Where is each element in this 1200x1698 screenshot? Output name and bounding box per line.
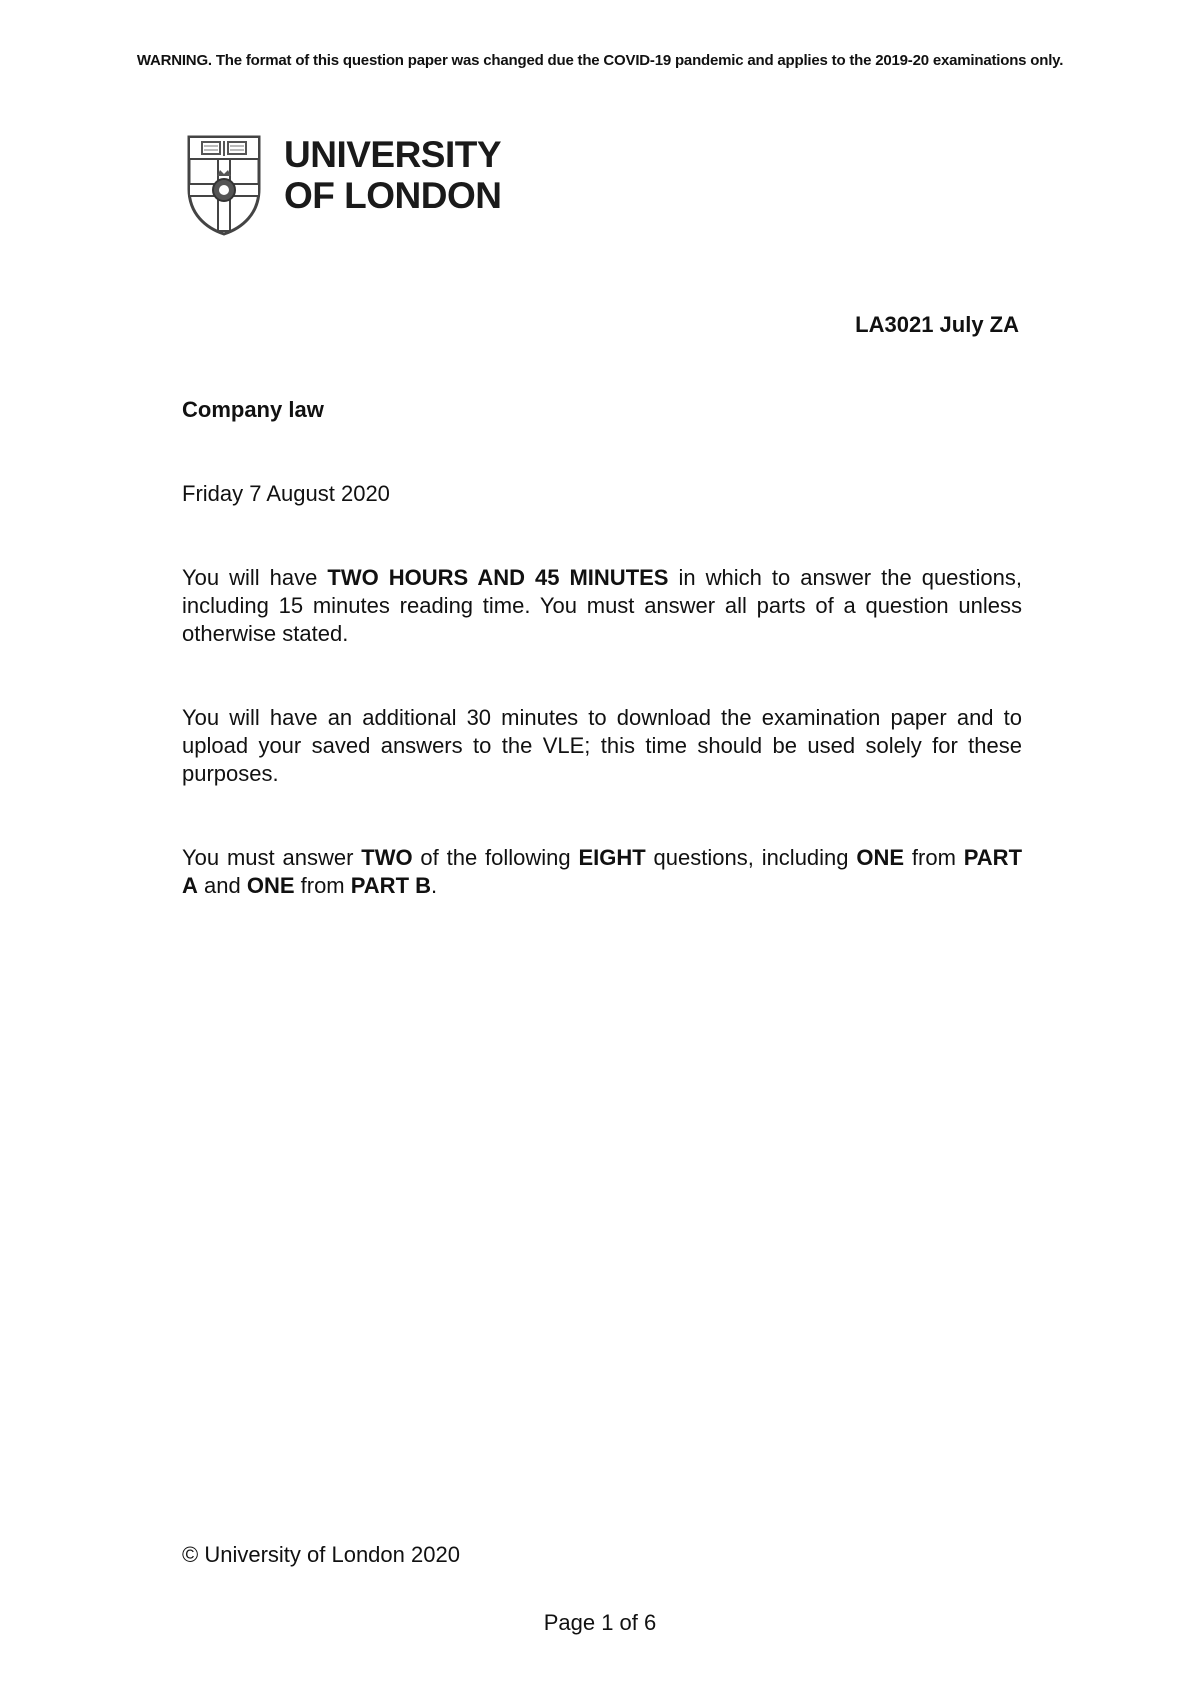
text-span: from bbox=[904, 845, 964, 870]
text-span: You must answer bbox=[182, 845, 362, 870]
text-span: from bbox=[294, 873, 351, 898]
text-span: and bbox=[197, 873, 247, 898]
bold-span: TWO bbox=[361, 845, 413, 870]
text-span: of the following bbox=[412, 845, 579, 870]
bold-span: TWO HOURS AND 45 MINUTES bbox=[327, 565, 669, 590]
bold-span: ONE bbox=[856, 845, 905, 870]
page-number: Page 1 of 6 bbox=[543, 1610, 657, 1635]
bold-span: PART A bbox=[182, 845, 1023, 898]
bold-span: ONE bbox=[246, 873, 295, 898]
duration-paragraph bbox=[182, 564, 1022, 648]
copyright-notice: © University of London 2020 bbox=[182, 1542, 460, 1567]
bold-span: PART B bbox=[350, 873, 432, 898]
text-span: in which to answer the questions, including 15 minutes reading time. You must answer all parts of a question unless otherwise stated. bbox=[182, 565, 1023, 646]
text-span: You will have bbox=[182, 565, 328, 590]
university-logo bbox=[186, 134, 501, 236]
text-span: questions, including bbox=[645, 845, 857, 870]
upload-paragraph: You will have an additional 30 minutes to download the examination paper and to upload your saved answers to the VLE; this time should be used solely for these purposes. bbox=[182, 705, 1022, 786]
covid-warning: WARNING. The format of this question paper was changed due the COVID-19 pandemic and applies to the 2019-20 examinations only. bbox=[136, 52, 1064, 69]
crest-icon bbox=[186, 134, 262, 236]
subject-title: Company law bbox=[182, 397, 324, 422]
exam-date: Friday 7 August 2020 bbox=[182, 481, 390, 506]
logo-line-2: OF LONDON bbox=[284, 175, 502, 216]
paper-code: LA3021 July ZA bbox=[855, 312, 1019, 337]
logo-line-1: UNIVERSITY bbox=[284, 134, 502, 175]
logo-wordmark bbox=[284, 134, 501, 216]
bold-span: EIGHT bbox=[578, 845, 646, 870]
instructions-paragraph bbox=[182, 844, 1022, 900]
text-span: . bbox=[431, 873, 438, 898]
